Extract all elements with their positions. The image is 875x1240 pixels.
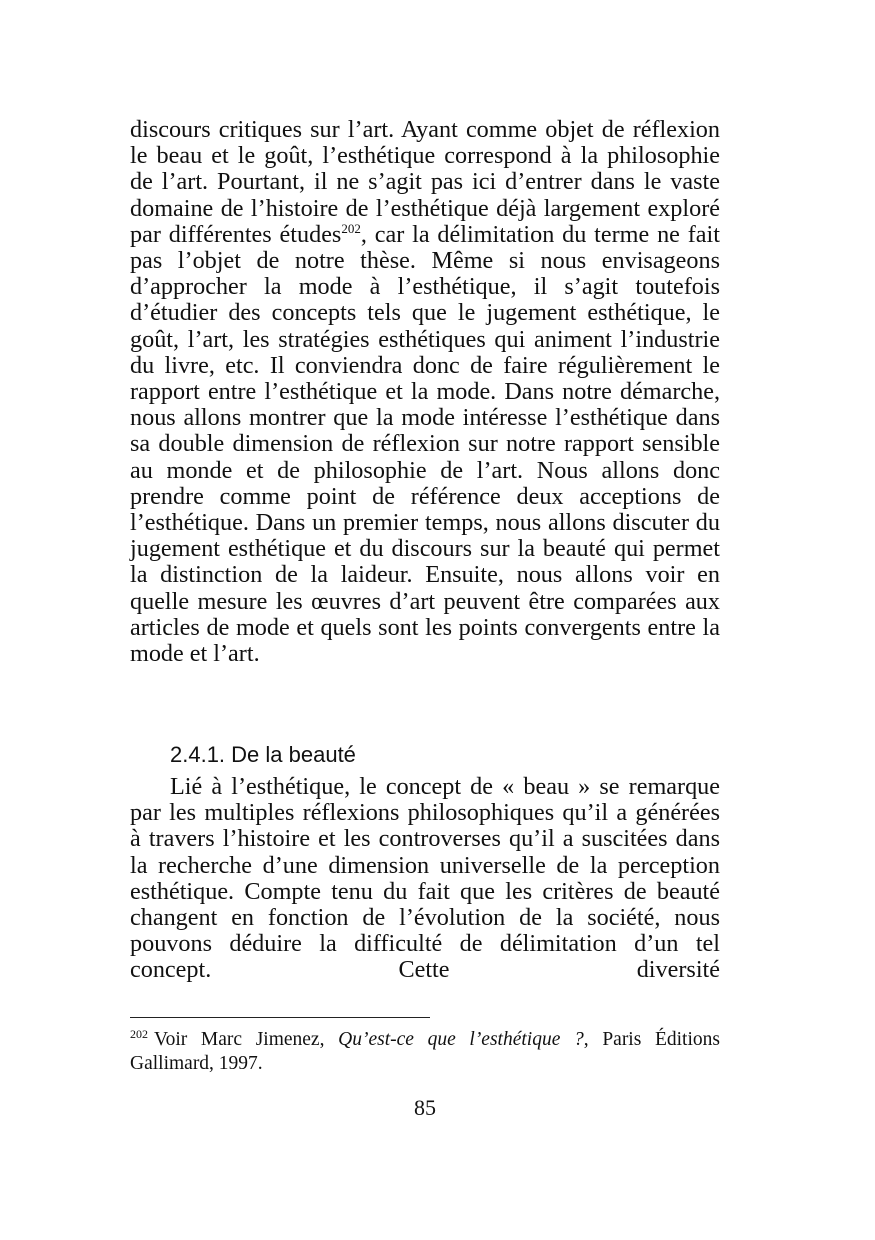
footnote-number: 202: [130, 1026, 148, 1041]
footnote: [130, 1028, 720, 1076]
footnote-separator: [130, 1017, 430, 1018]
page-number: 85: [414, 1095, 436, 1120]
footnote-text: Voir Marc Jimenez,: [154, 1029, 339, 1050]
paragraph-text-continued: , car la délimitation du terme ne fait pas l’objet de notre thèse. Même si nous envisageons d’approcher la mode à l’esthétique, il s’agit toutefois d’étudier des concepts tels que le jugement esthétique, le goût, l’art, les stratégies esthétiques qui animent l’industrie du livre, etc. Il conviendra donc de faire régulièrement le rapport entre l’esthétique et la mode. Dans notre démarche, nous allons montrer que la mode intéresse l’esthétique dans sa double dimension de réflexion sur notre rapport sensible au monde et de philosophie de l’art. Nous allons donc prendre comme point de référence deux acceptions de l’esthétique. Dans un premier temps, nous allons discuter du jugement esthétique et du discours sur la beauté qui permet la distinction de la laideur. Ensuite, nous allons voir en quelle mesure les œuvres d’art peuvent être comparées aux articles de mode et quels sont les points convergents entre la mode et l’art.: [130, 220, 720, 668]
section-paragraph: Lié à l’esthétique, le concept de « beau » se remarque par les multiples réflexions philosophiques qu’il a générées à travers l’histoire et les controverses qu’il a suscitées dans la recherche d’une dimension universelle de la perception esthétique. Compte tenu du fait que les critères de beauté changent en fonction de l’évolution de la société, nous pouvons déduire la difficulté de délimitation d’un tel concept. Cette diversité: [130, 773, 720, 984]
footnote-book-title: Qu’est-ce que l’esthétique ?: [338, 1029, 584, 1050]
section-heading: 2.4.1. De la beauté: [170, 742, 356, 767]
footnote-reference[interactable]: 202: [341, 220, 361, 236]
footnote-text-continued: , Paris Éditions Gallimard, 1997.: [130, 1029, 720, 1074]
paragraph-text: discours critiques sur l’art. Ayant comme objet de réflexion le beau et le goût, l’esthétique correspond à la philosophie de l’art. Pourtant, il ne s’agit pas ici d’entrer dans le vaste domaine de l’histoire de l’esthétique déjà largement exploré par différentes études: [130, 116, 720, 248]
body-paragraph: [130, 117, 720, 667]
